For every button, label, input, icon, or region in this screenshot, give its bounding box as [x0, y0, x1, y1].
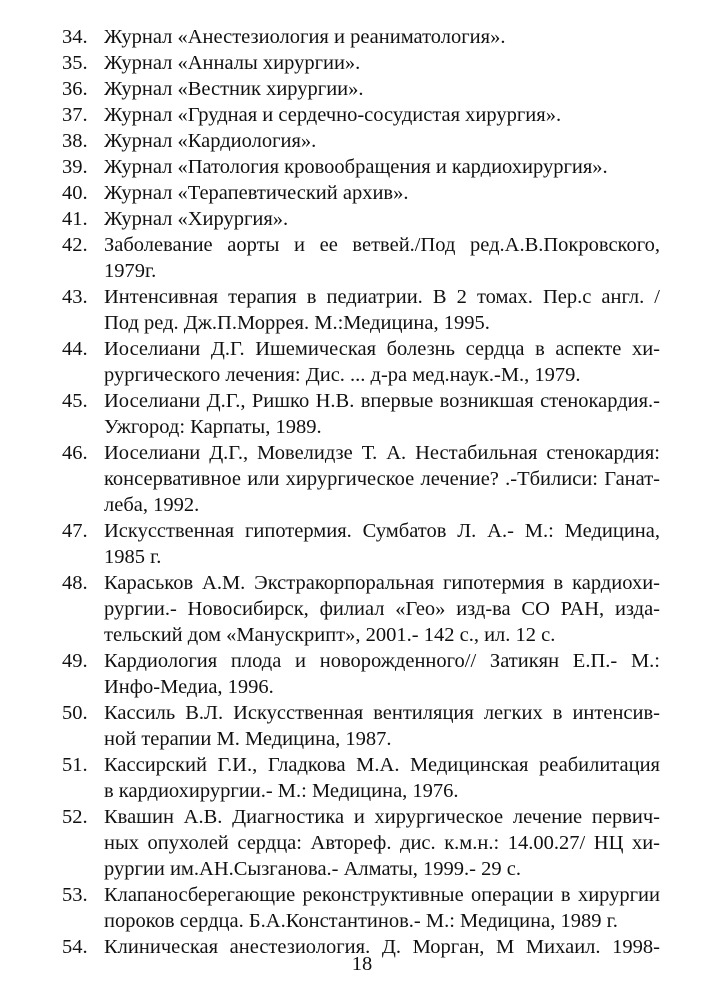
- entry-line: Журнал «Кардиология».: [104, 130, 317, 152]
- entry-line: Кассиль В.Л. Искусственная вентиляция легких в интенсив-: [104, 702, 660, 724]
- entry-number: 42.: [62, 234, 88, 256]
- bibliography-entry: [62, 284, 660, 336]
- bibliography-entry: [62, 128, 660, 154]
- bibliography-entry: [62, 882, 660, 934]
- entry-line: Журнал «Хирургия».: [104, 208, 289, 230]
- entry-text: [104, 336, 660, 388]
- entry-line: Кардиология плода и новорожденного// Затикян Е.П.- М.:: [104, 650, 660, 672]
- entry-text: [104, 388, 660, 440]
- entry-number: 53.: [62, 884, 88, 906]
- entry-number: 48.: [62, 572, 88, 594]
- entry-number: 38.: [62, 130, 88, 152]
- entry-text: [104, 50, 660, 76]
- entry-number: 45.: [62, 390, 88, 412]
- entry-line: Караськов А.М. Экстракорпоральная гипотермия в кардиохи-: [104, 572, 660, 594]
- entry-number: 41.: [62, 208, 88, 230]
- entry-text: [104, 518, 660, 570]
- bibliography-entry: [62, 102, 660, 128]
- bibliography-entry: [62, 50, 660, 76]
- entry-line: 1985 г.: [104, 546, 162, 568]
- entry-text: [104, 24, 660, 50]
- entry-line: рургического лечения: Дис. ... д-ра мед.наук.-М., 1979.: [104, 364, 581, 386]
- entry-line: Журнал «Анестезиология и реаниматология».: [104, 26, 506, 48]
- entry-line: Иоселиани Д.Г., Ришко Н.В. впервые возникшая стенокардия.-: [104, 390, 660, 412]
- bibliography-entry: [62, 180, 660, 206]
- entry-line: Искусственная гипотермия. Сумбатов Л. А.- М.: Медицина,: [104, 520, 660, 542]
- entry-number: 49.: [62, 650, 88, 672]
- entry-text: [104, 180, 660, 206]
- bibliography-entry: [62, 804, 660, 882]
- bibliography-entry: [62, 232, 660, 284]
- entry-number: 52.: [62, 806, 88, 828]
- entry-text: [104, 128, 660, 154]
- entry-text: [104, 440, 660, 518]
- entry-line: Кассирский Г.И., Гладкова М.А. Медицинская реабилитация: [104, 754, 660, 776]
- entry-text: [104, 882, 660, 934]
- entry-number: 43.: [62, 286, 88, 308]
- entry-line: Инфо-Медиа, 1996.: [104, 676, 274, 698]
- entry-line: Журнал «Вестник хирургии».: [104, 78, 364, 100]
- entry-line: пороков сердца. Б.А.Константинов.- М.: Медицина, 1989 г.: [104, 910, 618, 932]
- entry-line: Иоселиани Д.Г., Мовелидзе Т. А. Нестабильная стенокардия:: [104, 442, 660, 464]
- entry-number: 37.: [62, 104, 88, 126]
- entry-line: в кардиохирургии.- М.: Медицина, 1976.: [104, 780, 459, 802]
- bibliography-entry: [62, 700, 660, 752]
- entry-number: 46.: [62, 442, 88, 464]
- bibliography-entry: [62, 336, 660, 388]
- entry-text: [104, 206, 660, 232]
- entry-line: консервативное или хирургическое лечение? .-Тбилиси: Ганат-: [104, 468, 660, 490]
- bibliography-entry: [62, 440, 660, 518]
- bibliography-entry: [62, 154, 660, 180]
- bibliography-entry: [62, 648, 660, 700]
- entry-number: 40.: [62, 182, 88, 204]
- page-number: 18: [351, 953, 373, 975]
- entry-line: Журнал «Грудная и сердечно-сосудистая хирургия».: [104, 104, 562, 126]
- entry-text: [104, 102, 660, 128]
- entry-line: Клиническая анестезиология. Д. Морган, М Михаил. 1998-: [104, 936, 660, 958]
- entry-number: 54.: [62, 936, 88, 958]
- entry-line: Интенсивная терапия в педиатрии. В 2 томах. Пер.с англ. /: [104, 286, 660, 308]
- entry-line: ных опухолей сердца: Автореф. дис. к.м.н.: 14.00.27/ НЦ хи-: [104, 832, 660, 854]
- entry-line: 1979г.: [104, 260, 157, 282]
- entry-line: Квашин А.В. Диагностика и хирургическое лечение первич-: [104, 806, 660, 828]
- entry-line: Клапаносберегающие реконструктивные операции в хирургии: [104, 884, 660, 906]
- entry-number: 51.: [62, 754, 88, 776]
- entry-text: [104, 570, 660, 648]
- entry-line: Журнал «Анналы хирургии».: [104, 52, 361, 74]
- bibliography-list: [62, 24, 660, 960]
- bibliography-entry: [62, 752, 660, 804]
- entry-line: рургии.- Новосибирск, филиал «Гео» изд-ва СО РАН, изда-: [104, 598, 660, 620]
- entry-line: тельский дом «Манускрипт», 2001.- 142 с., ил. 12 с.: [104, 624, 556, 646]
- bibliography-entry: [62, 518, 660, 570]
- entry-text: [104, 76, 660, 102]
- entry-number: 47.: [62, 520, 88, 542]
- entry-number: 34.: [62, 26, 88, 48]
- entry-number: 35.: [62, 52, 88, 74]
- entry-line: Журнал «Терапевтический архив».: [104, 182, 409, 204]
- entry-text: [104, 648, 660, 700]
- entry-line: Под ред. Дж.П.Моррея. М.:Медицина, 1995.: [104, 312, 490, 334]
- entry-number: 39.: [62, 156, 88, 178]
- bibliography-entry: [62, 388, 660, 440]
- bibliography-entry: [62, 206, 660, 232]
- entry-text: [104, 154, 660, 180]
- entry-text: [104, 700, 660, 752]
- bibliography-entry: [62, 570, 660, 648]
- entry-line: рургии им.АН.Сызганова.- Алматы, 1999.- 29 с.: [104, 858, 521, 880]
- entry-text: [104, 284, 660, 336]
- entry-text: [104, 232, 660, 284]
- entry-number: 44.: [62, 338, 88, 360]
- entry-number: 50.: [62, 702, 88, 724]
- entry-line: Журнал «Патология кровообращения и кардиохирургия».: [104, 156, 608, 178]
- entry-line: Заболевание аорты и ее ветвей./Под ред.А.В.Покровского,: [104, 234, 660, 256]
- entry-number: 36.: [62, 78, 88, 100]
- entry-line: леба, 1992.: [104, 494, 200, 516]
- bibliography-entry: [62, 76, 660, 102]
- bibliography-entry: [62, 24, 660, 50]
- entry-line: ной терапии М. Медицина, 1987.: [104, 728, 392, 750]
- entry-text: [104, 752, 660, 804]
- entry-line: Иоселиани Д.Г. Ишемическая болезнь сердца в аспекте хи-: [104, 338, 660, 360]
- entry-line: Ужгород: Карпаты, 1989.: [104, 416, 322, 438]
- entry-text: [104, 804, 660, 882]
